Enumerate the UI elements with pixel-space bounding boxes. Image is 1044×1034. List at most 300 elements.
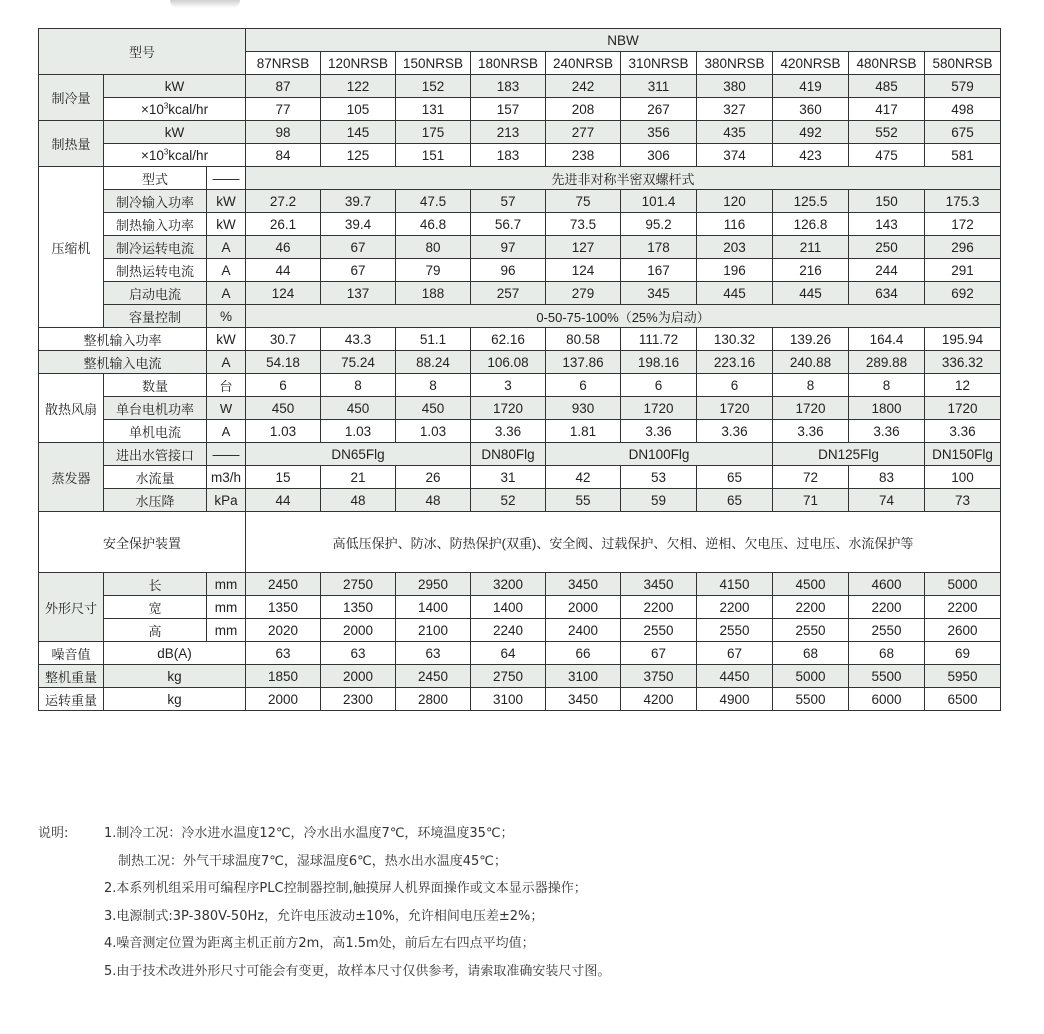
value-cell: 296 xyxy=(925,236,1001,259)
value-cell: 930 xyxy=(546,397,621,420)
value-cell: 75 xyxy=(546,190,621,213)
value-cell: 43.3 xyxy=(321,328,396,351)
value-cell: 2550 xyxy=(697,619,773,642)
capacity-control-value: 0-50-75-100%（25%为启动） xyxy=(246,305,1001,328)
value-cell: 3200 xyxy=(471,573,546,596)
value-cell: 27.2 xyxy=(246,190,321,213)
row-label: 制冷运转电流 xyxy=(104,236,207,259)
value-cell: 450 xyxy=(246,397,321,420)
value-cell: 73.5 xyxy=(546,213,621,236)
value-cell: 6 xyxy=(546,374,621,397)
value-cell: 75.24 xyxy=(321,351,396,374)
value-cell: 203 xyxy=(697,236,773,259)
value-cell: 417 xyxy=(849,98,925,121)
unit-cell: A xyxy=(207,351,246,374)
value-cell: 67 xyxy=(621,642,697,665)
value-cell: 4600 xyxy=(849,573,925,596)
value-cell: 183 xyxy=(471,75,546,98)
value-cell: 84 xyxy=(246,144,321,167)
value-cell: 175.3 xyxy=(925,190,1001,213)
value-cell: 5950 xyxy=(925,665,1001,688)
value-cell: 4200 xyxy=(621,688,697,711)
value-cell: 5000 xyxy=(925,573,1001,596)
value-cell: 1720 xyxy=(621,397,697,420)
value-cell: 145 xyxy=(321,121,396,144)
value-cell: 8 xyxy=(773,374,849,397)
unit-cell: A xyxy=(207,282,246,305)
value-cell: 216 xyxy=(773,259,849,282)
value-cell: 1800 xyxy=(849,397,925,420)
value-cell: 3.36 xyxy=(849,420,925,443)
value-cell: 2550 xyxy=(849,619,925,642)
value-cell: 2200 xyxy=(621,596,697,619)
table-row xyxy=(39,259,1001,282)
value-cell: 44 xyxy=(246,489,321,512)
value-cell: 6 xyxy=(621,374,697,397)
value-cell: 65 xyxy=(697,466,773,489)
pipe-value: DN100Flg xyxy=(546,443,773,466)
row-label: 型式 xyxy=(104,167,207,190)
value-cell: 1720 xyxy=(471,397,546,420)
value-cell: 2000 xyxy=(246,688,321,711)
spec-table xyxy=(38,28,1001,711)
value-cell: 3.36 xyxy=(925,420,1001,443)
value-cell: 2800 xyxy=(396,688,471,711)
model-name-cell: 180NRSB xyxy=(471,52,546,75)
row-label: 制热运转电流 xyxy=(104,259,207,282)
pipe-value: DN125Flg xyxy=(773,443,925,466)
value-cell: 116 xyxy=(697,213,773,236)
value-cell: 3100 xyxy=(546,665,621,688)
value-cell: 6500 xyxy=(925,688,1001,711)
value-cell: 59 xyxy=(621,489,697,512)
row-label: 制冷输入功率 xyxy=(104,190,207,213)
notes-list xyxy=(104,820,610,985)
note-item: 3.电源制式:3P-380V-50Hz，允许电压波动±10%，允许相间电压差±2%； xyxy=(104,908,544,924)
note-item: 4.噪音测定位置为距离主机正前方2m，高1.5m处，前后左右四点平均值； xyxy=(104,936,535,951)
table-row xyxy=(39,489,1001,512)
series-header: NBW xyxy=(246,29,1001,52)
value-cell: 2100 xyxy=(396,619,471,642)
value-cell: 1720 xyxy=(697,397,773,420)
compressor-type-value: 先进非对称半密双螺杆式 xyxy=(246,167,1001,190)
value-cell: 183 xyxy=(471,144,546,167)
table-row xyxy=(39,512,1001,573)
model-name-cell: 120NRSB xyxy=(321,52,396,75)
value-cell: 311 xyxy=(621,75,697,98)
value-cell: 2000 xyxy=(321,665,396,688)
value-cell: 152 xyxy=(396,75,471,98)
value-cell: 67 xyxy=(697,642,773,665)
value-cell: 195.94 xyxy=(925,328,1001,351)
table-row xyxy=(39,305,1001,328)
value-cell: 12 xyxy=(925,374,1001,397)
value-cell: 54.18 xyxy=(246,351,321,374)
table-row xyxy=(39,236,1001,259)
value-cell: 2550 xyxy=(621,619,697,642)
unit-cell: $\times 10^3kcal/hr$ xyxy=(104,98,246,121)
row-label: 宽 xyxy=(104,596,207,619)
value-cell: 675 xyxy=(925,121,1001,144)
value-cell: 238 xyxy=(546,144,621,167)
value-cell: 2750 xyxy=(321,573,396,596)
value-cell: 31 xyxy=(471,466,546,489)
value-cell: 8 xyxy=(396,374,471,397)
value-cell: 3450 xyxy=(546,688,621,711)
note-item: 5.由于技术改进外形尺寸可能会有变更，故样本尺寸仅供参考，请索取准确安装尺寸图。 xyxy=(104,963,611,979)
table-row xyxy=(39,665,1001,688)
value-cell: 57 xyxy=(471,190,546,213)
value-cell: 198.16 xyxy=(621,351,697,374)
value-cell: 552 xyxy=(849,121,925,144)
row-label: 水压降 xyxy=(104,489,207,512)
row-label: 进出水管接口 xyxy=(104,443,207,466)
unit-cell: % xyxy=(207,305,246,328)
unit-cell: kW xyxy=(207,213,246,236)
row-label: 整机重量 xyxy=(39,665,104,688)
value-cell: 196 xyxy=(697,259,773,282)
value-cell: 101.4 xyxy=(621,190,697,213)
table-row xyxy=(39,397,1001,420)
model-name-cell: 87NRSB xyxy=(246,52,321,75)
value-cell: 306 xyxy=(621,144,697,167)
value-cell: 277 xyxy=(546,121,621,144)
value-cell: 126.8 xyxy=(773,213,849,236)
value-cell: 175 xyxy=(396,121,471,144)
value-cell: 579 xyxy=(925,75,1001,98)
value-cell: 47.5 xyxy=(396,190,471,213)
value-cell: 2750 xyxy=(471,665,546,688)
safety-value: 高低压保护、防冰、防热保护(双重)、安全阀、过载保护、欠相、逆相、欠电压、过电压、水流保护等 xyxy=(246,512,1001,573)
value-cell: 2600 xyxy=(925,619,1001,642)
row-label: 水流量 xyxy=(104,466,207,489)
value-cell: 279 xyxy=(546,282,621,305)
value-cell: 3.36 xyxy=(621,420,697,443)
row-label: 长 xyxy=(104,573,207,596)
value-cell: 1.03 xyxy=(246,420,321,443)
value-cell: 8 xyxy=(849,374,925,397)
value-cell: 2950 xyxy=(396,573,471,596)
value-cell: 74 xyxy=(849,489,925,512)
value-cell: 423 xyxy=(773,144,849,167)
value-cell: 157 xyxy=(471,98,546,121)
table-row xyxy=(39,374,1001,397)
value-cell: 100 xyxy=(925,466,1001,489)
value-cell: 87 xyxy=(246,75,321,98)
value-cell: 2300 xyxy=(321,688,396,711)
value-cell: 172 xyxy=(925,213,1001,236)
value-cell: 65 xyxy=(697,489,773,512)
value-cell: 211 xyxy=(773,236,849,259)
header-fade-decoration xyxy=(170,0,240,8)
table-row xyxy=(39,466,1001,489)
value-cell: 5500 xyxy=(773,688,849,711)
value-cell: 53 xyxy=(621,466,697,489)
value-cell: 72 xyxy=(773,466,849,489)
note-item: 2.本系列机组采用可编程序PLC控制器控制,触摸屏人机界面操作或文本显示器操作； xyxy=(104,881,587,896)
table-row xyxy=(39,190,1001,213)
value-cell: 2000 xyxy=(546,596,621,619)
value-cell: 435 xyxy=(697,121,773,144)
value-cell: 4450 xyxy=(697,665,773,688)
unit-cell: —— xyxy=(207,443,246,466)
value-cell: 374 xyxy=(697,144,773,167)
model-name-cell: 480NRSB xyxy=(849,52,925,75)
value-cell: 1.81 xyxy=(546,420,621,443)
value-cell: 131 xyxy=(396,98,471,121)
unit-cell: $\times 10^3kcal/hr$ xyxy=(104,144,246,167)
table-row xyxy=(39,619,1001,642)
value-cell: 167 xyxy=(621,259,697,282)
value-cell: 1.03 xyxy=(396,420,471,443)
table-row xyxy=(39,443,1001,466)
value-cell: 3 xyxy=(471,374,546,397)
value-cell: 1350 xyxy=(321,596,396,619)
notes-label: 说明: xyxy=(38,826,69,841)
value-cell: 581 xyxy=(925,144,1001,167)
value-cell: 97 xyxy=(471,236,546,259)
value-cell: 4500 xyxy=(773,573,849,596)
value-cell: 289.88 xyxy=(849,351,925,374)
table-row xyxy=(39,167,1001,190)
value-cell: 98 xyxy=(246,121,321,144)
pipe-value: DN80Flg xyxy=(471,443,546,466)
safety-label: 安全保护装置 xyxy=(39,512,246,573)
row-label: 单台电机功率 xyxy=(104,397,207,420)
value-cell: 2240 xyxy=(471,619,546,642)
value-cell: 15 xyxy=(246,466,321,489)
value-cell: 1400 xyxy=(396,596,471,619)
unit-cell: 台 xyxy=(207,374,246,397)
row-label: 高 xyxy=(104,619,207,642)
table-row xyxy=(39,573,1001,596)
unit-cell: kW xyxy=(104,75,246,98)
model-name-cell: 310NRSB xyxy=(621,52,697,75)
row-label: 启动电流 xyxy=(104,282,207,305)
value-cell: 42 xyxy=(546,466,621,489)
table-row xyxy=(39,420,1001,443)
model-name-cell: 380NRSB xyxy=(697,52,773,75)
value-cell: 83 xyxy=(849,466,925,489)
value-cell: 137 xyxy=(321,282,396,305)
table-row xyxy=(39,144,1001,167)
value-cell: 450 xyxy=(396,397,471,420)
value-cell: 139.26 xyxy=(773,328,849,351)
row-label: 整机输入功率 xyxy=(39,328,207,351)
value-cell: 2200 xyxy=(697,596,773,619)
value-cell: 124 xyxy=(246,282,321,305)
value-cell: 267 xyxy=(621,98,697,121)
value-cell: 475 xyxy=(849,144,925,167)
evaporator-label: 蒸发器 xyxy=(39,443,104,512)
value-cell: 6 xyxy=(697,374,773,397)
value-cell: 51.1 xyxy=(396,328,471,351)
row-label: 容量控制 xyxy=(104,305,207,328)
value-cell: 151 xyxy=(396,144,471,167)
value-cell: 4150 xyxy=(697,573,773,596)
value-cell: 67 xyxy=(321,259,396,282)
value-cell: 634 xyxy=(849,282,925,305)
table-row xyxy=(39,328,1001,351)
value-cell: 68 xyxy=(773,642,849,665)
value-cell: 125.5 xyxy=(773,190,849,213)
value-cell: 2020 xyxy=(246,619,321,642)
value-cell: 164.4 xyxy=(849,328,925,351)
value-cell: 26.1 xyxy=(246,213,321,236)
value-cell: 68 xyxy=(849,642,925,665)
table-row xyxy=(39,29,1001,52)
value-cell: 213 xyxy=(471,121,546,144)
value-cell: 380 xyxy=(697,75,773,98)
unit-cell: —— xyxy=(207,167,246,190)
value-cell: 63 xyxy=(321,642,396,665)
model-name-cell: 150NRSB xyxy=(396,52,471,75)
value-cell: 3450 xyxy=(546,573,621,596)
row-label: 整机输入电流 xyxy=(39,351,207,374)
model-header: 型号 xyxy=(39,29,246,75)
unit-cell: kPa xyxy=(207,489,246,512)
value-cell: 445 xyxy=(697,282,773,305)
value-cell: 88.24 xyxy=(396,351,471,374)
value-cell: 137.86 xyxy=(546,351,621,374)
unit-cell: kW xyxy=(207,328,246,351)
value-cell: 26 xyxy=(396,466,471,489)
unit-cell: kW xyxy=(104,121,246,144)
value-cell: 492 xyxy=(773,121,849,144)
model-name-cell: 240NRSB xyxy=(546,52,621,75)
unit-cell: dB(A) xyxy=(104,642,246,665)
unit-cell: kg xyxy=(104,665,246,688)
value-cell: 3450 xyxy=(621,573,697,596)
value-cell: 120 xyxy=(697,190,773,213)
value-cell: 2550 xyxy=(773,619,849,642)
pipe-value: DN150Flg xyxy=(925,443,1001,466)
value-cell: 2200 xyxy=(773,596,849,619)
value-cell: 3750 xyxy=(621,665,697,688)
value-cell: 188 xyxy=(396,282,471,305)
dimensions-label: 外形尺寸 xyxy=(39,573,104,642)
unit-cell: mm xyxy=(207,619,246,642)
table-row xyxy=(39,282,1001,305)
value-cell: 111.72 xyxy=(621,328,697,351)
value-cell: 2200 xyxy=(849,596,925,619)
row-label: 噪音值 xyxy=(39,642,104,665)
value-cell: 250 xyxy=(849,236,925,259)
value-cell: 39.7 xyxy=(321,190,396,213)
value-cell: 1850 xyxy=(246,665,321,688)
value-cell: 46 xyxy=(246,236,321,259)
value-cell: 63 xyxy=(246,642,321,665)
value-cell: 6 xyxy=(246,374,321,397)
row-label: 单机电流 xyxy=(104,420,207,443)
fan-label: 散热风扇 xyxy=(39,374,104,443)
value-cell: 64 xyxy=(471,642,546,665)
row-label: 运转重量 xyxy=(39,688,104,711)
note-item: 制热工况：外气干球温度7℃，湿球温度6℃，热水出水温度45℃； xyxy=(118,853,507,869)
value-cell: 2450 xyxy=(396,665,471,688)
value-cell: 6000 xyxy=(849,688,925,711)
value-cell: 124 xyxy=(546,259,621,282)
value-cell: 327 xyxy=(697,98,773,121)
value-cell: 55 xyxy=(546,489,621,512)
value-cell: 5500 xyxy=(849,665,925,688)
value-cell: 178 xyxy=(621,236,697,259)
value-cell: 77 xyxy=(246,98,321,121)
value-cell: 3100 xyxy=(471,688,546,711)
value-cell: 485 xyxy=(849,75,925,98)
value-cell: 73 xyxy=(925,489,1001,512)
unit-cell: m3/h xyxy=(207,466,246,489)
pipe-value: DN65Flg xyxy=(246,443,471,466)
value-cell: 1400 xyxy=(471,596,546,619)
value-cell: 336.32 xyxy=(925,351,1001,374)
value-cell: 240.88 xyxy=(773,351,849,374)
value-cell: 67 xyxy=(321,236,396,259)
value-cell: 8 xyxy=(321,374,396,397)
value-cell: 1720 xyxy=(925,397,1001,420)
value-cell: 1350 xyxy=(246,596,321,619)
note-item: 1.制冷工况：冷水进水温度12℃，冷水出水温度7℃，环境温度35℃； xyxy=(104,826,514,841)
value-cell: 2400 xyxy=(546,619,621,642)
value-cell: 21 xyxy=(321,466,396,489)
value-cell: 1720 xyxy=(773,397,849,420)
model-name-cell: 420NRSB xyxy=(773,52,849,75)
value-cell: 48 xyxy=(321,489,396,512)
table-row xyxy=(39,98,1001,121)
value-cell: 150 xyxy=(849,190,925,213)
value-cell: 62.16 xyxy=(471,328,546,351)
value-cell: 4900 xyxy=(697,688,773,711)
unit-cell: W xyxy=(207,397,246,420)
value-cell: 63 xyxy=(396,642,471,665)
value-cell: 71 xyxy=(773,489,849,512)
table-row xyxy=(39,121,1001,144)
value-cell: 3.36 xyxy=(773,420,849,443)
value-cell: 356 xyxy=(621,121,697,144)
value-cell: 80.58 xyxy=(546,328,621,351)
value-cell: 345 xyxy=(621,282,697,305)
value-cell: 125 xyxy=(321,144,396,167)
cooling-label: 制冷量 xyxy=(39,75,104,121)
value-cell: 223.16 xyxy=(697,351,773,374)
value-cell: 66 xyxy=(546,642,621,665)
value-cell: 105 xyxy=(321,98,396,121)
unit-cell: kW xyxy=(207,190,246,213)
heating-label: 制热量 xyxy=(39,121,104,167)
unit-cell: mm xyxy=(207,596,246,619)
value-cell: 242 xyxy=(546,75,621,98)
row-label: 数量 xyxy=(104,374,207,397)
value-cell: 3.36 xyxy=(471,420,546,443)
unit-cell: A xyxy=(207,236,246,259)
value-cell: 95.2 xyxy=(621,213,697,236)
value-cell: 52 xyxy=(471,489,546,512)
table-row xyxy=(39,213,1001,236)
value-cell: 122 xyxy=(321,75,396,98)
unit-cell: A xyxy=(207,259,246,282)
value-cell: 291 xyxy=(925,259,1001,282)
value-cell: 69 xyxy=(925,642,1001,665)
table-row xyxy=(39,688,1001,711)
value-cell: 143 xyxy=(849,213,925,236)
value-cell: 127 xyxy=(546,236,621,259)
unit-cell: kg xyxy=(104,688,246,711)
model-name-cell: 580NRSB xyxy=(925,52,1001,75)
value-cell: 46.8 xyxy=(396,213,471,236)
value-cell: 106.08 xyxy=(471,351,546,374)
value-cell: 48 xyxy=(396,489,471,512)
row-label: 制热输入功率 xyxy=(104,213,207,236)
